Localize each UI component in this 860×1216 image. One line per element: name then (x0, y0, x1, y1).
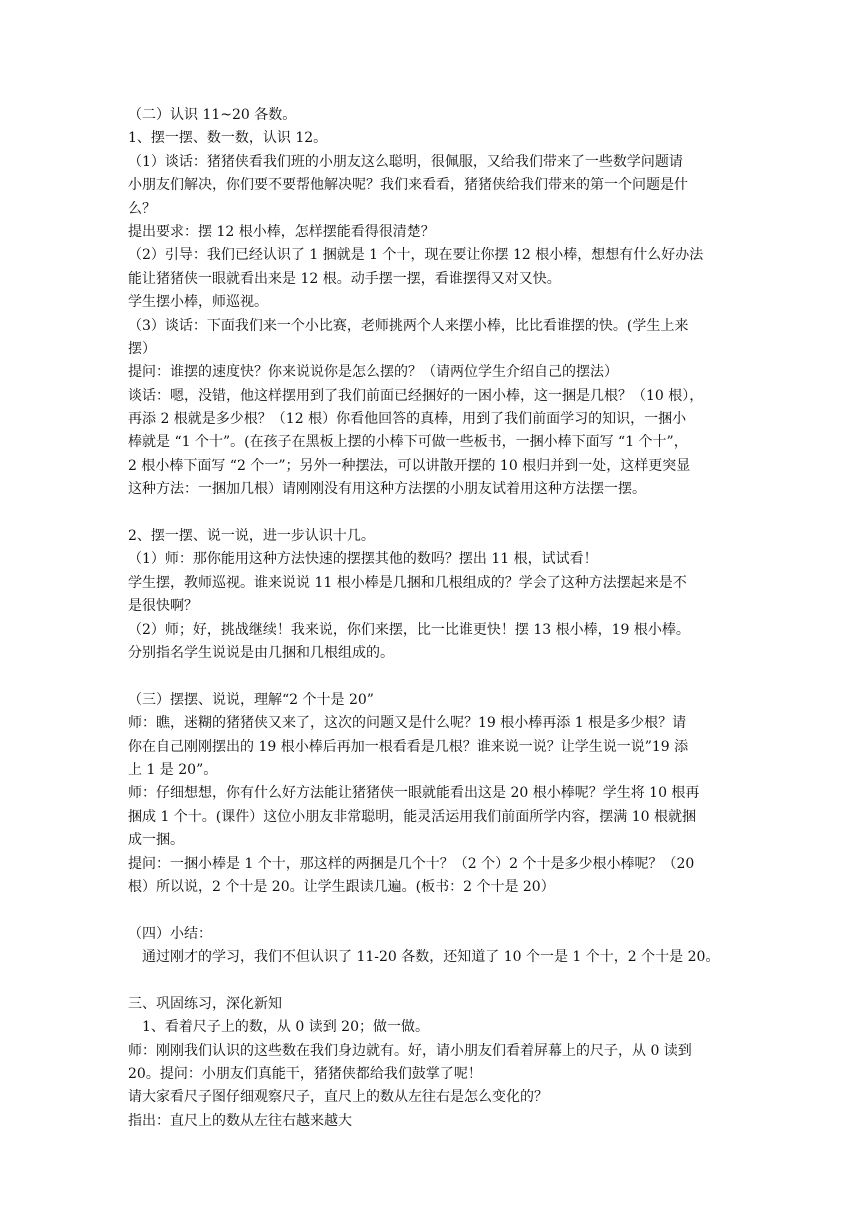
paragraph-line: 请大家看尺子图仔细观察尺子，直尺上的数从左往右是怎么变化的？ (128, 1089, 548, 1106)
paragraph-line: 摆） (128, 340, 156, 357)
paragraph-line: 小朋友们解决，你们要不要帮他解决呢？我们来看看，猪猪侠给我们带来的第一个问题是什 (128, 177, 688, 194)
paragraph-line: 学生摆小棒，师巡视。 (128, 294, 268, 311)
paragraph-line: （1）师：那你能用这种方法快速的摆摆其他的数吗？摆出 11 根，试试看！ (128, 551, 598, 568)
paragraph-line: 根）所以说，2 个十是 20。让学生跟读几遍。(板书：2 个十是 20） (128, 878, 555, 895)
paragraph-line: 再添 2 根就是多少根？（12 根）你看他回答的真棒，用到了我们前面学习的知识，一捆小 (128, 411, 687, 428)
paragraph-line: （1）谈话：猪猪侠看我们班的小朋友这么聪明，很佩服，又给我们带来了一些数学问题请 (128, 153, 683, 170)
paragraph-line: 20。提问：小朋友们真能干，猪猪侠都给我们鼓掌了呢！ (128, 1066, 482, 1083)
section-heading-4: （四）小结： (128, 925, 212, 942)
paragraph-line: 指出：直尺上的数从左往右越来越大 (128, 1112, 352, 1129)
paragraph-line: 么？ (128, 200, 156, 217)
blank-line (128, 502, 740, 525)
paragraph-line: 提出要求：摆 12 根小棒，怎样摆能看得很清楚？ (128, 223, 435, 240)
subsection-heading: 1、摆一摆、数一数，认识 12。 (128, 130, 328, 147)
blank-line (128, 899, 740, 922)
subsection-heading: 2、摆一摆、说一说，进一步认识十几。 (128, 528, 375, 545)
paragraph-line: 师：瞧，迷糊的猪猪侠又来了，这次的问题又是什么呢？19 根小棒再添 1 根是多少根？请 (128, 715, 687, 732)
paragraph-line: 这种方法：一捆加几根）请刚刚没有用这种方法摆的小朋友试着用这种方法摆一摆。 (128, 481, 646, 498)
paragraph-line: 是很快啊？ (128, 598, 198, 615)
paragraph-line: （2）师；好，挑战继续！我来说，你们来摆，比一比谁更快！摆 13 根小棒，19 根小棒。 (128, 621, 690, 638)
section-heading-2: （二）认识 11~20 各数。 (128, 107, 297, 123)
paragraph-line: 成一捆。 (128, 832, 184, 849)
paragraph-line: 你在自己刚刚摆出的 19 根小棒后再加一根看看是几根？谁来说一说？让学生说一说”19 添 (128, 738, 689, 755)
paragraph-line: 提问：谁摆的速度快？你来说说你是怎么摆的？（请两位学生介绍自己的摆法） (128, 364, 618, 381)
paragraph-line: 能让猪猪侠一眼就看出来是 12 根。动手摆一摆，看谁摆得又对又快。 (128, 270, 561, 287)
paragraph-line: （2）引导：我们已经认识了 1 捆就是 1 个十，现在要让你摆 12 根小棒，想想有什么好办法 (128, 247, 704, 264)
paragraph-line: 学生摆，教师巡视。谁来说说 11 根小棒是几捆和几根组成的？学会了这种方法摆起来是不 (128, 574, 687, 591)
paragraph-line: 师：仔细想想，你有什么好方法能让猪猪侠一眼就能看出这是 20 根小棒呢？学生将 10 根再 (128, 785, 700, 802)
chapter-heading-3: 三、巩固练习，深化新知 (128, 995, 282, 1012)
paragraph-line: 捆成 1 个十。(课件）这位小朋友非常聪明，能灵活运用我们前面所学内容，摆满 10 根就捆 (128, 808, 696, 825)
paragraph-line: 棒就是 “1 个十”。(在孩子在黑板上摆的小棒下可做一些板书，一捆小棒下面写 “1 个十”， (128, 434, 688, 451)
summary-line: 通过刚才的学习，我们不但认识了 11-20 各数，还知道了 10 个一是 1 个十，2 个十是 20。 (142, 949, 720, 966)
blank-line (128, 969, 740, 992)
subsection-heading: 1、看着尺子上的数，从 0 读到 20；做一做。 (142, 1019, 429, 1036)
paragraph-line: 分别指名学生说说是由几捆和几根组成的。 (128, 644, 394, 661)
paragraph-line: （3）谈话：下面我们来一个小比赛，老师挑两个人来摆小棒，比比看谁摆的快。(学生上来 (128, 317, 689, 334)
paragraph-line: 师：刚刚我们认识的这些数在我们身边就有。好，请小朋友们看着屏幕上的尺子，从 0 读到 (128, 1042, 692, 1059)
paragraph-line: 上 1 是 20”。 (128, 761, 218, 778)
document-body (128, 104, 740, 1133)
paragraph-line: 提问：一捆小棒是 1 个十，那这样的两捆是几个十？（2 个）2 个十是多少根小棒呢？（20 (128, 855, 695, 872)
section-heading-3: （三）摆摆、说说，理解“2 个十是 20” (128, 691, 374, 708)
blank-line (128, 665, 740, 688)
paragraph-line: 谈话：嗯，没错，他这样摆用到了我们前面已经捆好的一困小棒，这一捆是几根？（10 根）， (128, 387, 704, 404)
paragraph-line: 2 根小棒下面写 “2 个一”；另外一种摆法，可以讲散开摆的 10 根归并到一处，这样更突显 (128, 457, 691, 474)
